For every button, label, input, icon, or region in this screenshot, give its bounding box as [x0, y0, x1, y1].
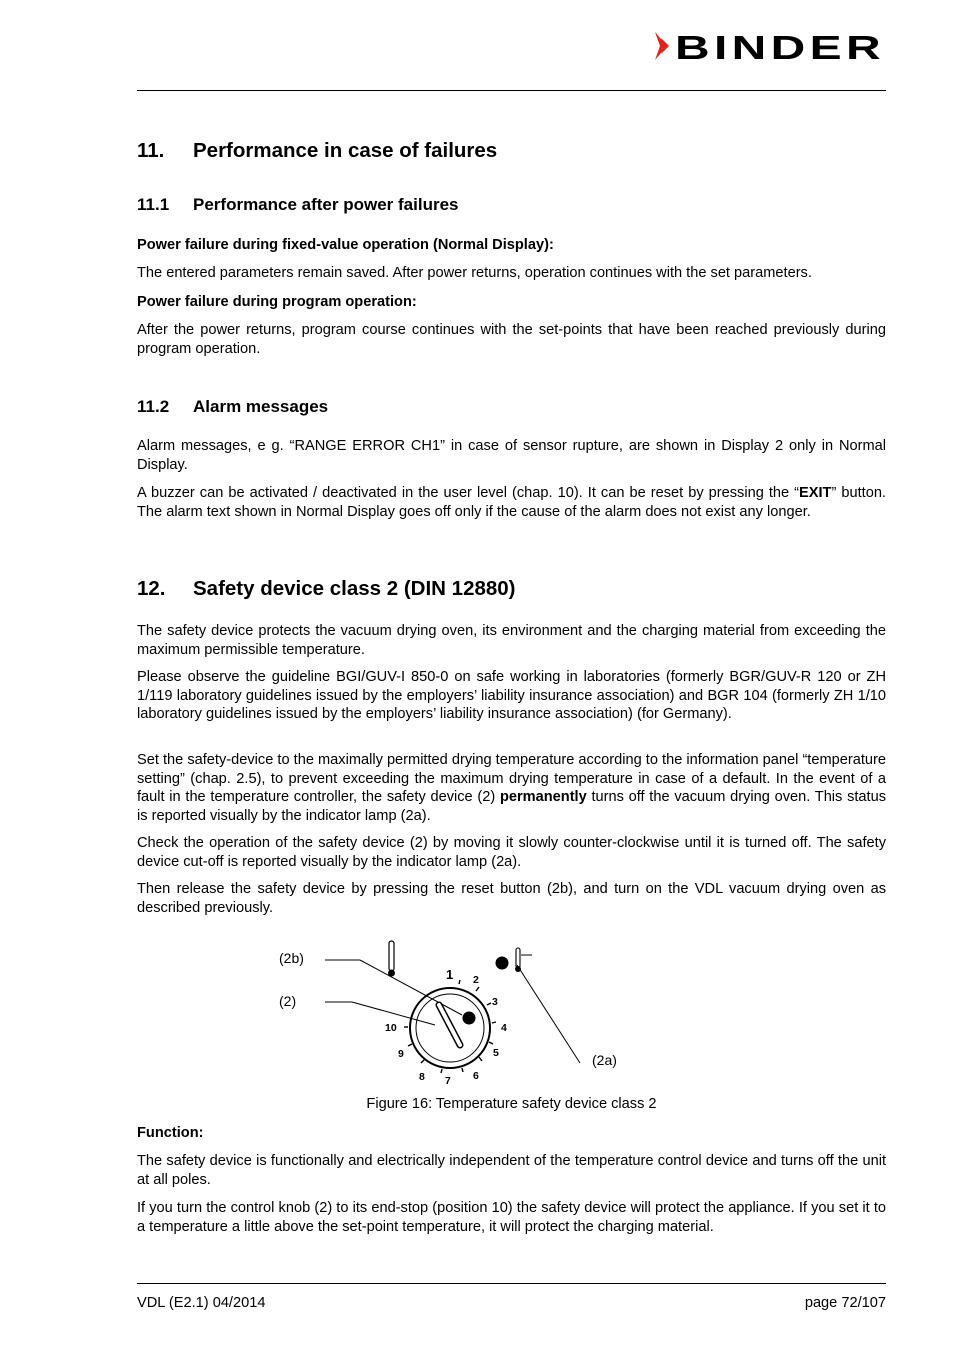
function-text-2: If you turn the control knob (2) to its end-stop (position 10) the safety device will protect the appliance. If you set it to a temperature a little above the set-point temperature, it will protect the charging material.	[137, 1200, 886, 1235]
release-text: Then release the safety device by pressing the reset button (2b), and turn on the VDL vacuum drying oven as described previously.	[137, 881, 886, 916]
function-text-1: The safety device is functionally and electrically independent of the temperature control device and turns off the unit at all poles.	[137, 1153, 886, 1188]
knob-pointer	[439, 1005, 460, 1045]
lamp-thermometer-icon	[515, 948, 532, 972]
alarm-messages-text: Alarm messages, e g. “RANGE ERROR CH1” in case of sensor rupture, are shown in Display 2 only in Normal Display.	[137, 438, 886, 473]
logo-text: BINDER	[675, 30, 885, 66]
function-heading: Function:	[137, 1125, 204, 1141]
check-operation-text: Check the operation of the safety device (2) by moving it slowly counter-clockwise until it is turned off. The safety device cut-off is reported visually by the indicator lamp (2a).	[137, 835, 886, 870]
dial-number-1: 1	[446, 967, 454, 982]
buzzer-text: A buzzer can be activated / deactivated in the user level (chap. 10). It can be reset by pressing the “EXIT” button. The alarm text shown in Normal Display goes off only if the cause of the alarm does not exist any longer.	[137, 485, 886, 520]
power-failure-program-heading: Power failure during program operation:	[137, 294, 417, 310]
leader-2a	[517, 965, 580, 1063]
label-knob: (2)	[279, 993, 297, 1009]
safety-device-figure	[270, 935, 640, 1095]
power-failure-program-text: After the power returns, program course continues with the set-points that have been reached previously during program operation.	[137, 322, 886, 357]
indicator-lamp-icon	[496, 957, 509, 970]
power-failure-fixed-heading: Power failure during fixed-value operation (Normal Display):	[137, 237, 554, 253]
control-knob	[410, 988, 490, 1068]
setting-text: Set the safety-device to the maximally permitted drying temperature according to the information panel “temperature setting” (chap. 2.5), to prevent exceeding the maximum drying temperature in case of a default. In the event of a fault in the temperature controller, the safety device (2) permanently turns off the vacuum drying oven. This status is reported visually by the indicator lamp (2a).	[137, 752, 887, 824]
section-11-2-heading: 11.2 Alarm messages	[137, 397, 329, 416]
figure-caption: Figure 16: Temperature safety device class 2	[366, 1096, 657, 1112]
dial-number-10: 10	[385, 1022, 397, 1034]
section-11-heading: 11. Performance in case of failures	[137, 139, 498, 162]
dial-number-3: 3	[492, 996, 498, 1008]
guideline-text: Please observe the guideline BGI/GUV-I 850-0 on safe working in laboratories (formerly BGR/GUV-R 120 or ZH 1/119 laboratory guidelines issued by the employers’ liability insurance association) and BGR 104 (formerly ZH 1/10 laboratory guidelines issued by the employers’ liability insurance association) (for Germany).	[137, 669, 886, 722]
section-11-1-heading: 11.1 Performance after power failures	[137, 195, 459, 214]
footer-rule	[137, 1283, 886, 1284]
header-rule	[137, 90, 886, 91]
dial-number-9: 9	[398, 1048, 404, 1060]
dial-number-6: 6	[473, 1070, 479, 1082]
section-12-heading: 12. Safety device class 2 (DIN 12880)	[137, 577, 516, 600]
dial-number-2: 2	[473, 974, 479, 986]
thermometer-icon	[388, 941, 395, 977]
dial-number-5: 5	[493, 1047, 499, 1059]
label-reset-button: (2b)	[279, 950, 304, 966]
footer-doc-id: VDL (E2.1) 04/2014	[137, 1295, 266, 1311]
label-lamp: (2a)	[592, 1052, 617, 1068]
binder-logo	[655, 30, 887, 66]
exit-button-label: EXIT	[799, 485, 832, 501]
dial-number-4: 4	[501, 1022, 507, 1034]
footer-page-number: page 72/107	[804, 1295, 886, 1311]
reset-button-icon	[463, 1012, 476, 1025]
dial-number-7: 7	[445, 1075, 451, 1087]
dial-number-8: 8	[419, 1071, 425, 1083]
safety-device-intro: The safety device protects the vacuum drying oven, its environment and the charging material from exceeding the maximum permissible temperature.	[137, 623, 886, 658]
power-failure-fixed-text: The entered parameters remain saved. After power returns, operation continues with the set parameters.	[137, 265, 812, 281]
dial-numbers	[385, 967, 507, 1087]
